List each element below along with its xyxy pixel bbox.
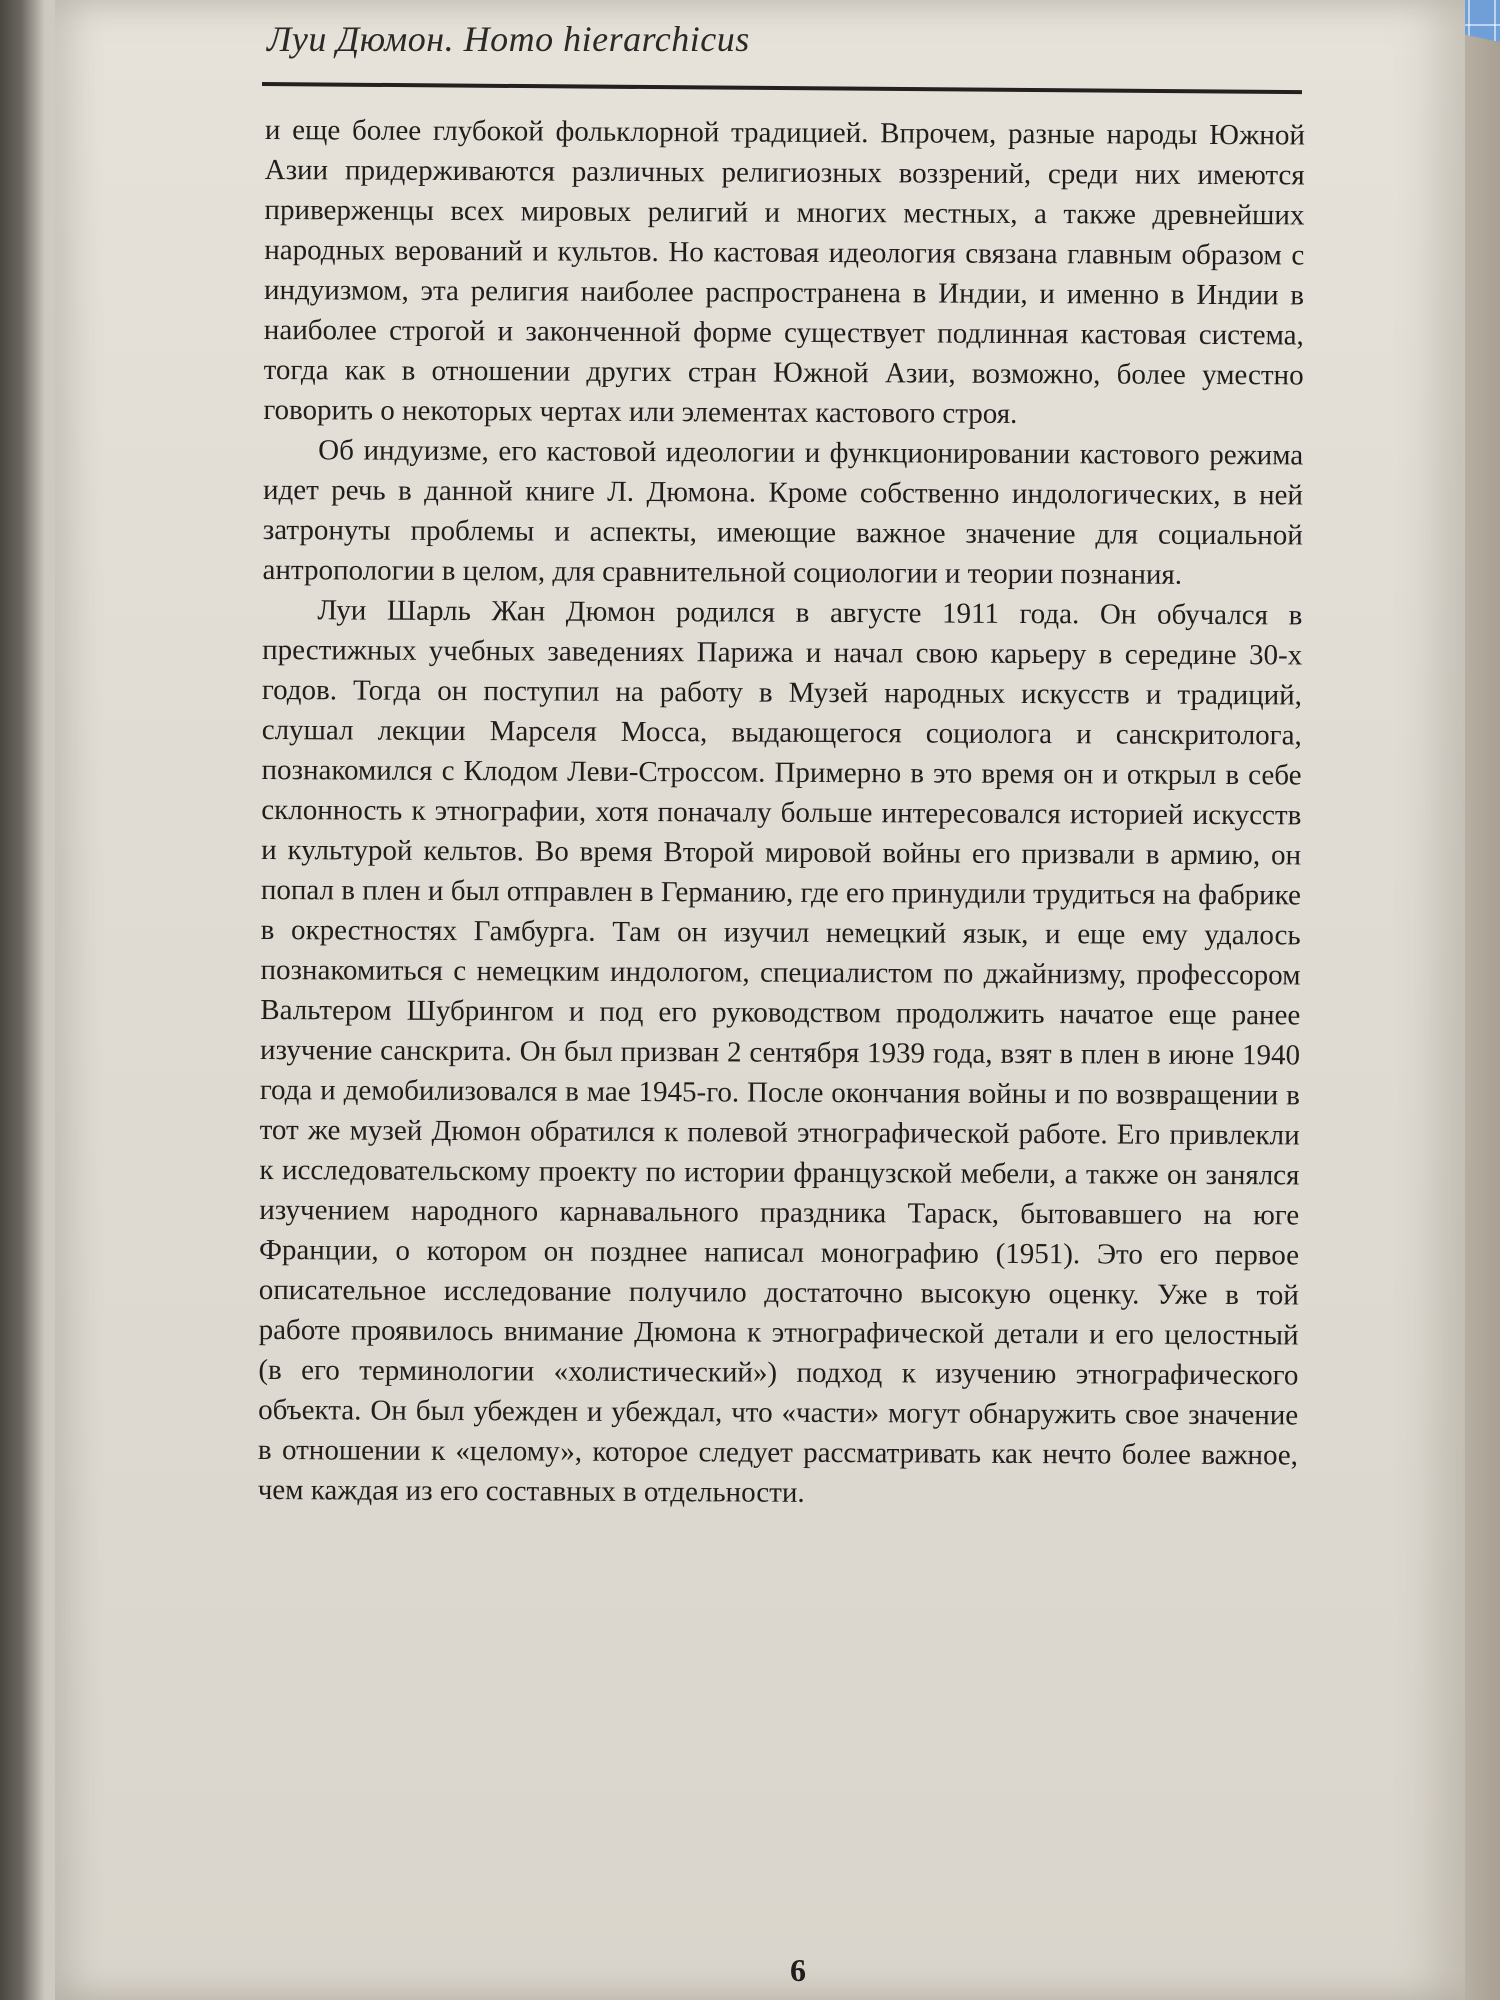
paragraph-3: Луи Шарль Жан Дюмон родился в августе 1911 года. Он обучался в престижных учебных заведениях Парижа и начал свою карьеру в середине 30-х годов. Тогда он поступил на работу в Музей народных искусств и традиций, слушал лекции Марселя Мосса, выдающегося социолога и санскритолога, познакомился с Клодом Леви-Строссом. Примерно в это время он и открыл в себе склонность к этнографии, хотя поначалу больше интересовался историей искусств и культурой кельтов. Во время Второй мировой войны его призвали в армию, он попал в плен и был отправлен в Германию, где его принудили трудиться на фабрике в окрестностях Гамбурга. Там он изучил немецкий язык, и еще ему удалось познакомиться с немецким индологом, специалистом по джайнизму, профессором Вальтером Шубрингом и под его руководством продолжить начатое еще ранее изучение санскрита. Он был призван 2 сентября 1939 года, взят в плен в июне 1940 года и демобилизовался в мае 1945-го. После окончания войны и по возвращении в тот же музей Дюмон обратился к полевой этнографической работе. Его привлекли к исследовательскому проекту по истории французской мебели, а также он занялся изучением народного карнавального праздника Тараск, бытовавшего на юге Франции, о котором он позднее написал монографию (1951). Это его первое описательное исследование получило достаточно высокую оценку. Уже в той работе проявилось внимание Дюмона к этнографической детали и его целостный (в его терминологии «холистический») подход к изучению этнографического объекта. Он был убежден и убеждал, что «части» могут обнаружить свое значение в отношении к «целому», которое следует рассматривать как нечто более важное, чем каждая из его составных в отдельности. xyxy=(257,594,1303,1509)
body-text xyxy=(258,110,1305,1515)
paragraph-2: Об индуизме, его кастовой идеологии и функционировании кастового режима идет речь в данной книге Л. Дюмона. Кроме собственно индологических, в ней затронуты проблемы и аспекты, имеющие важное значение для социальной антропологии в целом, для сравнительной социологии и теории познания. xyxy=(262,434,1304,591)
paragraph-1: и еще более глубокой фольклорной традицией. Впрочем, разные народы Южной Азии придерживаются различных религиозных воззрений, среди них имеются приверженцы всех мировых религий и многих местных, а также древнейших народных верований и культов. Но кастовая идеология связана главным образом с индуизмом, эта религия наиболее распространена в Индии, и именно в Индии в наиболее строгой и законченной форме существует подлинная кастовая система, тогда как в отношении других стран Южной Азии, возможно, более уместно говорить о некоторых чертах или элементах кастового строя. xyxy=(263,113,1305,430)
running-head: Луи Дюмон. Homo hierarchicus xyxy=(267,19,750,59)
page-number: 6 xyxy=(790,1952,806,1988)
